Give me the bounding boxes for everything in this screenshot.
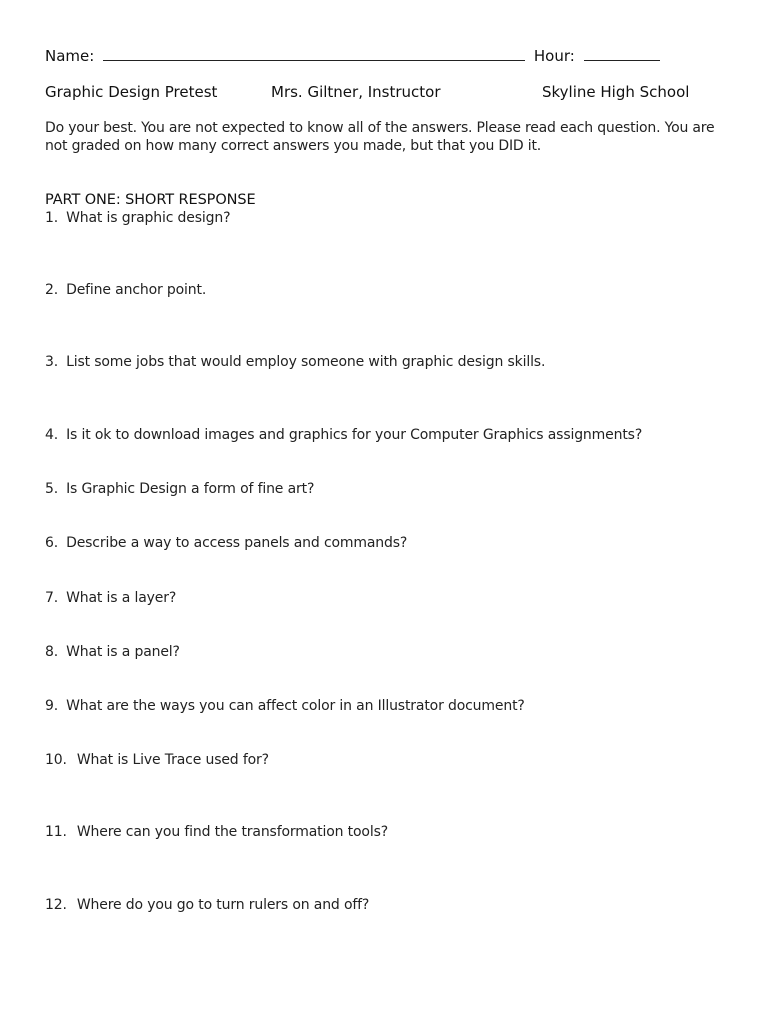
question-text: What is a panel? [66, 644, 180, 660]
question-text: What is Live Trace used for? [76, 752, 269, 768]
question-number: 6. [45, 535, 59, 551]
question-item [45, 698, 525, 714]
question-item [45, 897, 369, 913]
question-text: Define anchor point. [66, 282, 207, 298]
title-row [45, 83, 217, 101]
question-item [45, 590, 176, 606]
document-title: Graphic Design Pretest [45, 83, 218, 101]
school-name: Skyline High School [542, 83, 690, 101]
question-number: 9. [45, 698, 59, 714]
name-hour-row [45, 46, 660, 65]
instructions-paragraph: Do your best. You are not expected to know all of the answers. Please read each question. You are not graded on how many correct answers you made, but that you DID it. [45, 120, 715, 154]
question-item [45, 481, 314, 497]
question-number: 10. [45, 752, 67, 768]
question-item [45, 427, 642, 443]
question-text: Is Graphic Design a form of fine art? [66, 481, 315, 497]
question-item [45, 210, 230, 226]
question-item [45, 535, 407, 551]
question-text: Is it ok to download images and graphics for your Computer Graphics assignments? [66, 427, 643, 443]
question-text: List some jobs that would employ someone with graphic design skills. [66, 354, 546, 370]
question-item [45, 644, 180, 660]
question-text: Where can you find the transformation tools? [76, 824, 389, 840]
section-heading: PART ONE: SHORT RESPONSE [45, 192, 256, 208]
question-text: What are the ways you can affect color in an Illustrator document? [66, 698, 525, 714]
question-number: 12. [45, 897, 67, 913]
name-blank-line[interactable] [103, 46, 525, 61]
hour-blank-line[interactable] [584, 46, 660, 61]
question-item [45, 282, 206, 298]
question-text: What is a layer? [66, 590, 177, 606]
question-text: Describe a way to access panels and commands? [66, 535, 408, 551]
name-label: Name: [45, 47, 95, 65]
question-text: Where do you go to turn rulers on and off? [76, 897, 370, 913]
question-number: 4. [45, 427, 59, 443]
question-number: 1. [45, 210, 59, 226]
question-number: 2. [45, 282, 59, 298]
question-item [45, 824, 388, 840]
question-item [45, 354, 545, 370]
question-item [45, 752, 269, 768]
question-number: 8. [45, 644, 59, 660]
instructor: Mrs. Giltner, Instructor [271, 83, 441, 101]
question-number: 7. [45, 590, 59, 606]
question-number: 5. [45, 481, 59, 497]
question-number: 3. [45, 354, 59, 370]
hour-label: Hour: [533, 47, 575, 65]
question-number: 11. [45, 824, 67, 840]
question-text: What is graphic design? [66, 210, 231, 226]
